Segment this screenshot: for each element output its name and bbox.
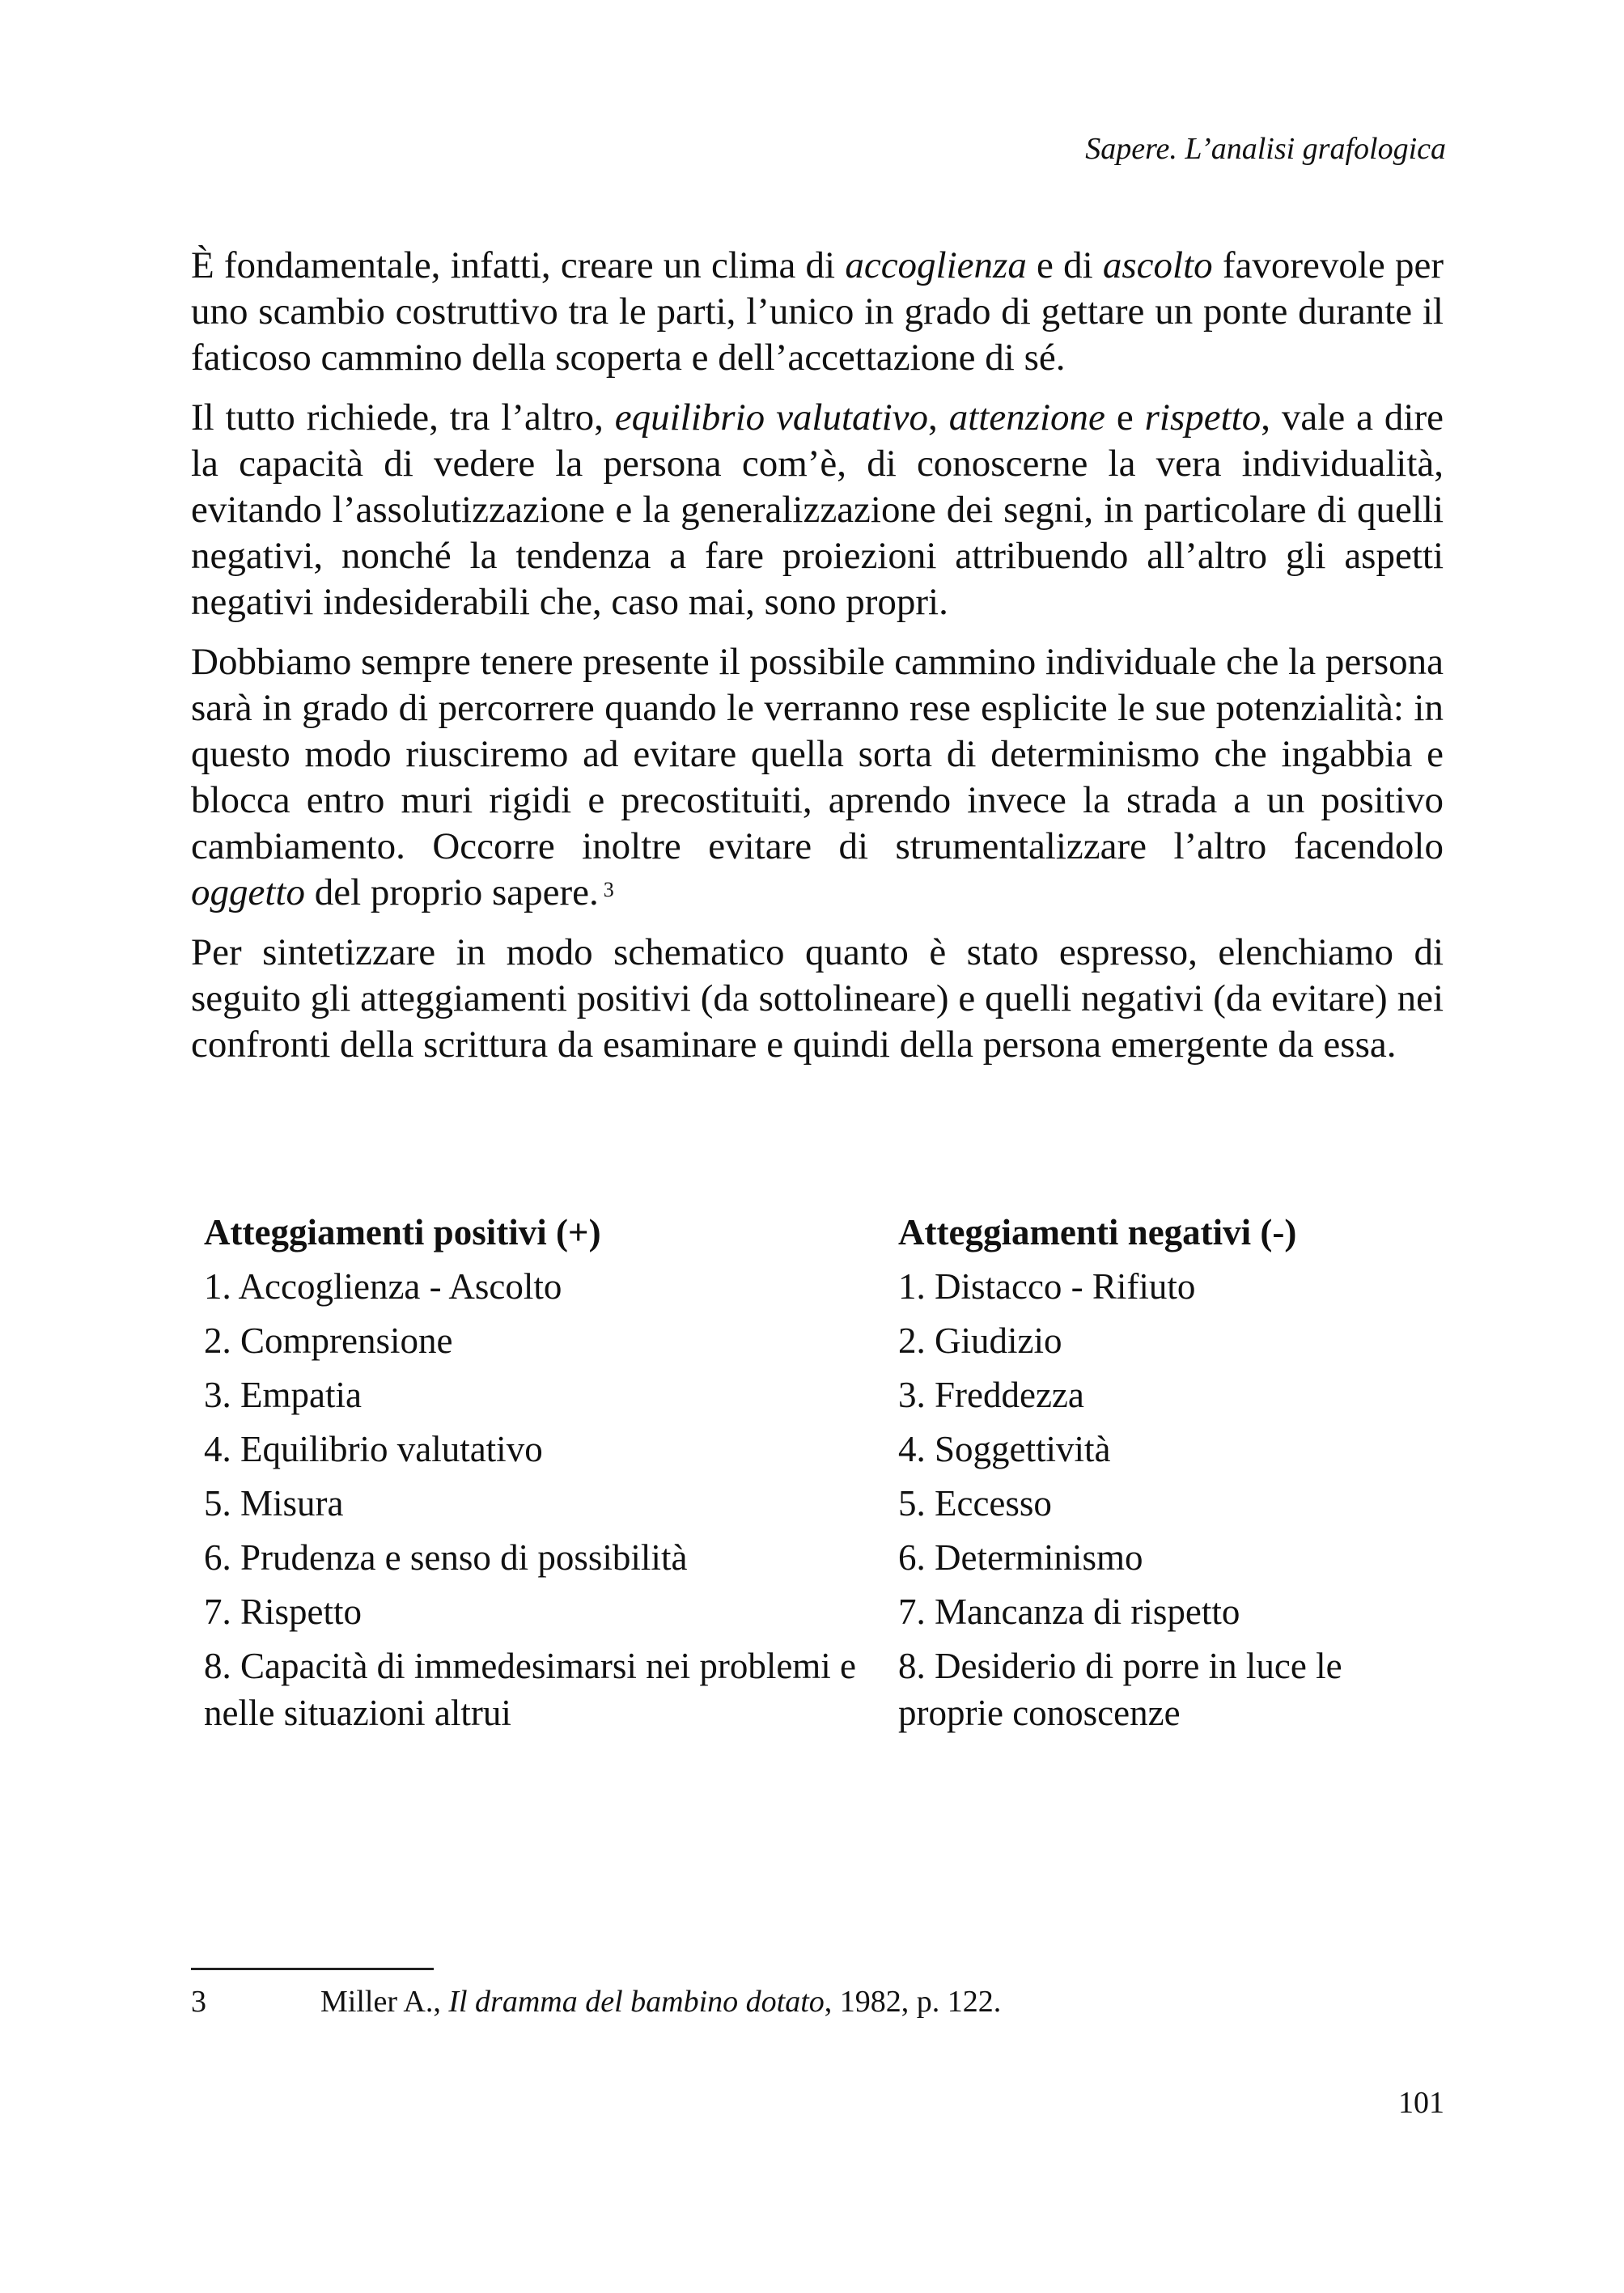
list-item: 2. Comprensione [204, 1320, 453, 1361]
text-span: e [1105, 396, 1145, 439]
list-item: 5. Misura [204, 1483, 344, 1524]
footnote-details: , 1982, p. 122. [824, 1985, 1002, 2019]
emphasis-oggetto: oggetto [191, 871, 305, 913]
list-item: 3. Freddezza [898, 1375, 1084, 1415]
emphasis-rispetto: rispetto [1144, 396, 1261, 439]
text-span: del proprio sapere. [304, 871, 599, 913]
running-head: Sapere. L’analisi grafologica [1085, 132, 1446, 166]
body-text [191, 243, 1444, 1082]
list-item: 1. Distacco - Rifiuto [898, 1266, 1196, 1307]
text-span: Per sintetizzare in modo schematico quanto è stato espresso, elenchiamo di seguito gli atteggiamenti positivi (da sottolineare) e quelli negativi (da evitare) nei confronti della scrittura da esaminare e quindi della persona emergente da essa. [191, 931, 1444, 1066]
positive-attitudes-list [204, 1260, 898, 1736]
footnote [191, 1982, 1001, 2022]
footnote-author: Miller A., [320, 1985, 449, 2019]
negative-attitudes-list [898, 1260, 1448, 1736]
negative-attitudes-heading: Atteggiamenti negativi (-) [898, 1212, 1297, 1252]
positive-attitudes-heading: Atteggiamenti positivi (+) [204, 1212, 601, 1252]
list-item: 4. Soggettività [898, 1429, 1111, 1469]
text-span: Il tutto richiede, tra l’altro, [191, 396, 615, 439]
footnote-reference[interactable]: 3 [603, 878, 614, 901]
list-item: 3. Empatia [204, 1375, 362, 1415]
list-item: 7. Rispetto [204, 1592, 363, 1632]
positive-attitudes-column [204, 1206, 898, 1736]
paragraph [191, 930, 1444, 1068]
footnote-number: 3 [191, 1985, 206, 2019]
page-number: 101 [1398, 2086, 1444, 2120]
list-item: 2. Giudizio [898, 1320, 1062, 1361]
emphasis-ascolto: ascolto [1102, 244, 1213, 286]
list-item: 8. Capacità di immedesimarsi nei problemi e nelle situazioni altrui [204, 1646, 857, 1733]
emphasis-accoglienza: accoglienza [845, 244, 1027, 286]
list-item: 7. Mancanza di rispetto [898, 1592, 1240, 1632]
text-span: , [928, 396, 949, 439]
text-span: È fondamentale, infatti, creare un clima di [191, 244, 846, 286]
paragraph [191, 395, 1444, 625]
emphasis-equilibrio-valutativo: equilibrio valutativo [614, 396, 929, 439]
paragraph [191, 639, 1444, 916]
footnote-title: Il dramma del bambino dotato [448, 1985, 825, 2019]
list-item: 4. Equilibrio valutativo [204, 1429, 543, 1469]
text-span: Dobbiamo sempre tenere presente il possibile cammino individuale che la persona sarà in grado di percorrere quando le verranno rese esplicite le sue potenzialità: in questo modo riusciremo ad evitare quella sorta di determinismo che ingabbia e blocca entro muri rigidi e precostituiti, aprendo invece la strada a un positivo cambiamento. Occorre inoltre evitare di strumentalizzare l’altro facendolo [191, 641, 1444, 867]
list-item: 6. Determinismo [898, 1537, 1143, 1578]
negative-attitudes-column [898, 1206, 1448, 1736]
list-item: 6. Prudenza e senso di possibilità [204, 1537, 688, 1578]
list-item: 8. Desiderio di porre in luce le proprie conoscenze [898, 1646, 1342, 1733]
footnote-separator [191, 1968, 434, 1970]
paragraph [191, 243, 1444, 381]
emphasis-attenzione: attenzione [948, 396, 1105, 439]
attitudes-lists [204, 1206, 1450, 1736]
text-span: , vale a dire la capacità di vedere la persona com’è, di conoscerne la vera individualità, evitando l’assolutizzazione e la generalizzazione dei segni, in particolare di quelli negativi, nonché la tendenza a fare proiezioni attribuendo all’altro gli aspetti negativi indesiderabili che, caso mai, sono propri. [191, 396, 1444, 623]
list-item: 1. Accoglienza - Ascolto [204, 1266, 562, 1307]
text-span: e di [1026, 244, 1103, 286]
text-span: favorevole per uno scambio costruttivo tra le parti, l’unico in grado di gettare un ponte durante il faticoso cammino della scoperta e dell’accettazione di sé. [191, 244, 1444, 379]
list-item: 5. Eccesso [898, 1483, 1052, 1524]
